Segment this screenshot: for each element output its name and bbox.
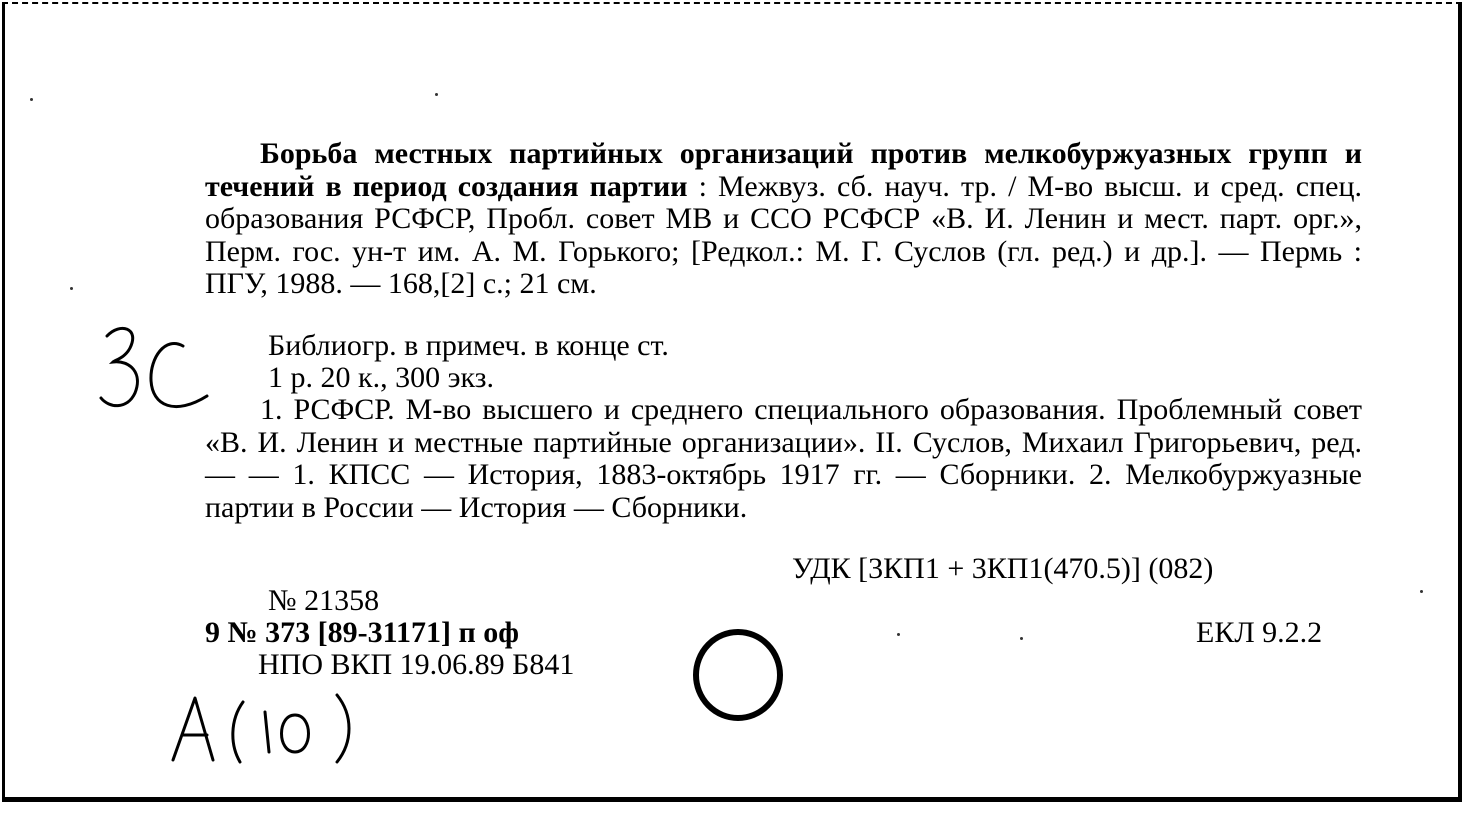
publisher-line: НПО ВКП 19.06.89 Б841 — [258, 648, 575, 681]
speck — [897, 633, 900, 636]
ekl-code: ЕКЛ 9.2.2 — [1196, 616, 1323, 649]
record-number: № 21358 — [268, 584, 380, 617]
speck — [1420, 590, 1423, 593]
udk-code: УДК [3КП1 + 3КП1(470.5)] (082) — [792, 552, 1214, 585]
book-title: Борьба местных партийных организаций против мелкобуржуазных групп и течений в период создания партии — [205, 137, 1362, 203]
bibliographic-description — [205, 138, 1362, 301]
speck — [30, 98, 33, 101]
order-line: 9 № 373 [89-31171] п оф — [205, 616, 520, 649]
handwritten-mark-3c — [95, 318, 225, 428]
publication-details: : Межвуз. сб. науч. тр. / М-во высш. и сред. спец. образования РСФСР, Пробл. совет МВ и ССО РСФСР «В. И. Ленин и мест. парт. орг.», Перм. гос. ун-т им. А. М. Горького; [Редкол.: М. Г. Суслов (гл. ред.) и др.]. — Пермь : ПГУ, 1988. — 168,[2] с.; 21 см. — [205, 169, 1363, 301]
price-and-print-run: 1 р. 20 к., 300 экз. — [268, 361, 494, 394]
speck — [70, 287, 73, 290]
speck — [1020, 637, 1023, 640]
speck — [435, 93, 438, 96]
drawn-circle-mark — [688, 625, 788, 725]
handwritten-mark-a10 — [165, 690, 365, 770]
bibliography-note: Библиогр. в примеч. в конце ст. — [268, 329, 669, 362]
subject-headings: 1. РСФСР. М-во высшего и среднего специального образования. Проблемный совет «В. И. Ленин и местные партийные организации». II. Суслов, Михаил Григорьевич, ред. — — 1. КПСС — История, 1883-октябрь 1917 гг. — Сборники. 2. Мелкобуржуазные партии в России — История — Сборники. — [205, 393, 1362, 524]
